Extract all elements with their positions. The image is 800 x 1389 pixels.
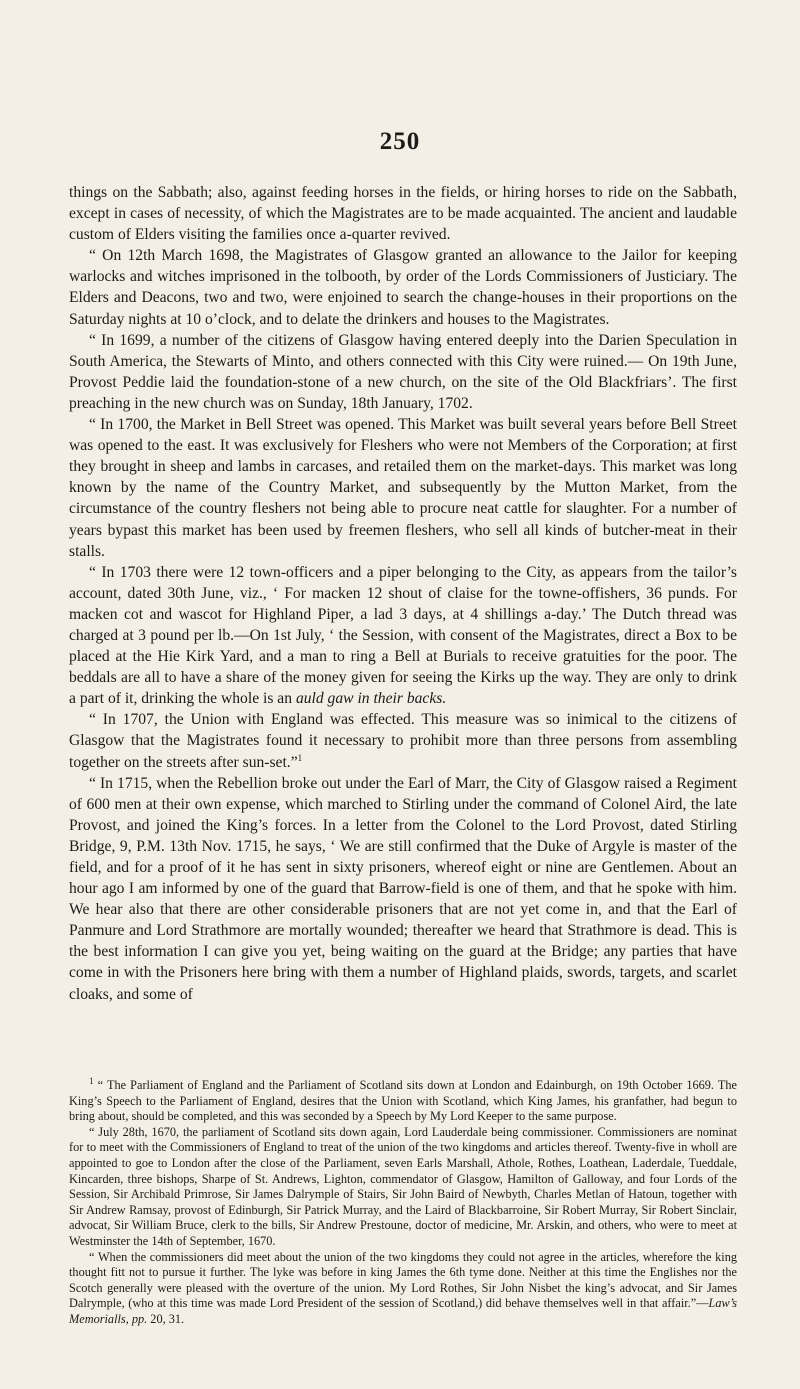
footnotes xyxy=(69,1075,737,1328)
footnote-3-text: “ When the commissioners did meet about the union of the two kingdoms they could not agree in the articles, wherefore the king thought fitt not to pursue it further. The lyke was before in king James the 6th tyme done. Neither at this time the Englishes nor the Scotch generally were pleased with the overture of the union. My Lord Rothes, Sir John Nisbet the king’s advocat, and Sir James Dalrymple, (who at this time was made Lord President of the session of Scotland,) did behave themselves well in that affair.”— xyxy=(69,1249,737,1311)
footnote-2: “ July 28th, 1670, the parliament of Scotland sits down again, Lord Lauderdale being commissioner. Commissioners are nominat for to meet with the Commissioners of England to treat of the union of the two kingdoms and articles thereof. Twenty-five in wholl are appointed to goe to London after the close of the Parliament, seven Earls Marshall, Athole, Rothes, Loathean, Laderdale, Tueddale, Kincarden, three bishops, Sharpe of St. Andrews, Lighton, commendator of Glasgow, Hamilton of Galloway, and four Lords of the Session, Sir Archibald Primrose, Sir James Dalrymple of Stairs, Sir John Baird of Newbyth, Charles Metlan of Hatoun, together with Sir Andrew Ramsay, provost of Edinburgh, Sir Patrick Murray, and the Laird of Blackbarroine, Sir Robert Murray, Sir Robert Sinclair, advocat, Sir William Bruce, clerk to the bills, Sir Andrew Prestoune, doctor of medicine, Mr. Arskin, and others, who were to meet at Westminster the 14th of September, 1670. xyxy=(69,1124,737,1248)
paragraph-1707 xyxy=(69,709,737,772)
citation-pages: 20, 31. xyxy=(147,1311,185,1326)
paragraph-1699: “ In 1699, a number of the citizens of Glasgow having entered deeply into the Darien Speculation in South America, the Stewarts of Minto, and others connected with this City were ruined.— On 19th June, Provost Peddie laid the foundation-stone of a new church, on the site of the Old Blackfriars’. The first preaching in the new church was on Sunday, 18th January, 1702. xyxy=(69,331,737,412)
paragraph-1698: “ On 12th March 1698, the Magistrates of Glasgow granted an allowance to the Jailor for keeping warlocks and witches imprisoned in the tolbooth, by order of the Lords Commissioners of Justiciary. The Elders and Deacons, two and two, were enjoined to search the change-houses in their proportions on the Saturday nights at 10 o’clock, and to delate the drinkers and houses to the Magistrates. xyxy=(69,247,737,328)
footnote-1 xyxy=(69,1075,737,1125)
footnote-3 xyxy=(69,1250,737,1328)
footnote-1-text: “ The Parliament of England and the Parliament of Scotland sits down at London and Edainburgh, on 19th October 1669. The King’s Speech to the Parliament of England, desires that the Union with Scotland, which King James, his granfather, had begun to bring about, should be completed, and this was seconded by a Speech by My Lord Keeper to the same purpose. xyxy=(69,1078,737,1124)
paragraph-1703 xyxy=(69,562,737,710)
paragraph-sabbath: things on the Sabbath; also, against feeding horses in the fields, or hiring horses to ride on the Sabbath, except in cases of necessity, of which the Magistrates are to be made acquainted. The ancient and laudable custom of Elders visiting the families once a-quarter revived. xyxy=(69,184,737,244)
paragraph-1703-text: “ In 1703 there were 12 town-officers and a piper belonging to the City, as appears from the tailor’s account, dated 30th June, viz., ‘ For macken 12 shout of claise for the towne-offishers, 36 punds. For macken cot and wascot for Highland Piper, a lad 3 days, at 4 shillings a-day.’ The Dutch thread was charged at 3 pound per lb.—On 1st July, ‘ the Session, with consent of the Magistrates, direct a Box to be placed at the Hie Kirk Yard, and a man to ring a Bell at Burials to receive gratuities for the poor. The beddals are all to have a share of the money given for seeing the Kirks up the way. They are only to drink a part of it, drinking the whole is an xyxy=(69,563,737,708)
citation-title: Law’s Memorialls, pp. xyxy=(69,1296,737,1326)
paragraph-1700: “ In 1700, the Market in Bell Street was opened. This Market was built several years before Bell Street was opened to the east. It was exclusively for Fleshers who were not Members of the Corporation; at first they brought in sheep and lambs in carcases, and retailed them on the market-days. This market was long known by the name of the Country Market, and subsequently by the Mutton Market, from the circumstance of the country fleshers not being able to procure neat cattle for slaughter. For a number of years bypast this market has been used by freemen fleshers, who sell all kinds of butcher-meat in their stalls. xyxy=(69,416,737,560)
italic-phrase: auld gaw in their backs. xyxy=(295,690,447,708)
page-number: 250 xyxy=(379,128,421,155)
paragraph-1707-text: “ In 1707, the Union with England was effected. This measure was so inimical to the citizens of Glasgow that the Magistrates found it necessary to prohibit more than three persons from assembling together on the streets after sun-set.” xyxy=(69,711,737,771)
paragraph-1715: “ In 1715, when the Rebellion broke out under the Earl of Marr, the City of Glasgow raised a Regiment of 600 men at their own expense, which marched to Stirling under the command of Colonel Aird, the late Provost, and joined the King’s forces. In a letter from the Colonel to the Lord Provost, dated Stirling Bridge, 9, P.M. 13th Nov. 1715, he says, ‘ We are still confirmed that the Duke of Argyle is master of the field, and for a proof of it he has sent in sixty prisoners, whereof eight or nine are Gentlemen. About an hour ago I am informed by one of the guard that Barrow-field is one of them, and that he spoke with him. We hear also that there are other considerable prisoners that are not yet come in, and that the Earl of Panmure and Lord Strathmore are mortally wounded; thereafter we heard that Strathmore is dead. This is the best information I can give you yet, being waiting on the guard at the Bridge; any parties that have come in with the Prisoners here bring with them a number of Highland plaids, swords, targets, and scarlet cloaks, and some of xyxy=(69,774,737,1003)
footnote-marker: 1 xyxy=(297,752,303,763)
main-text xyxy=(69,182,737,1005)
footnote-number: 1 xyxy=(89,1075,94,1086)
